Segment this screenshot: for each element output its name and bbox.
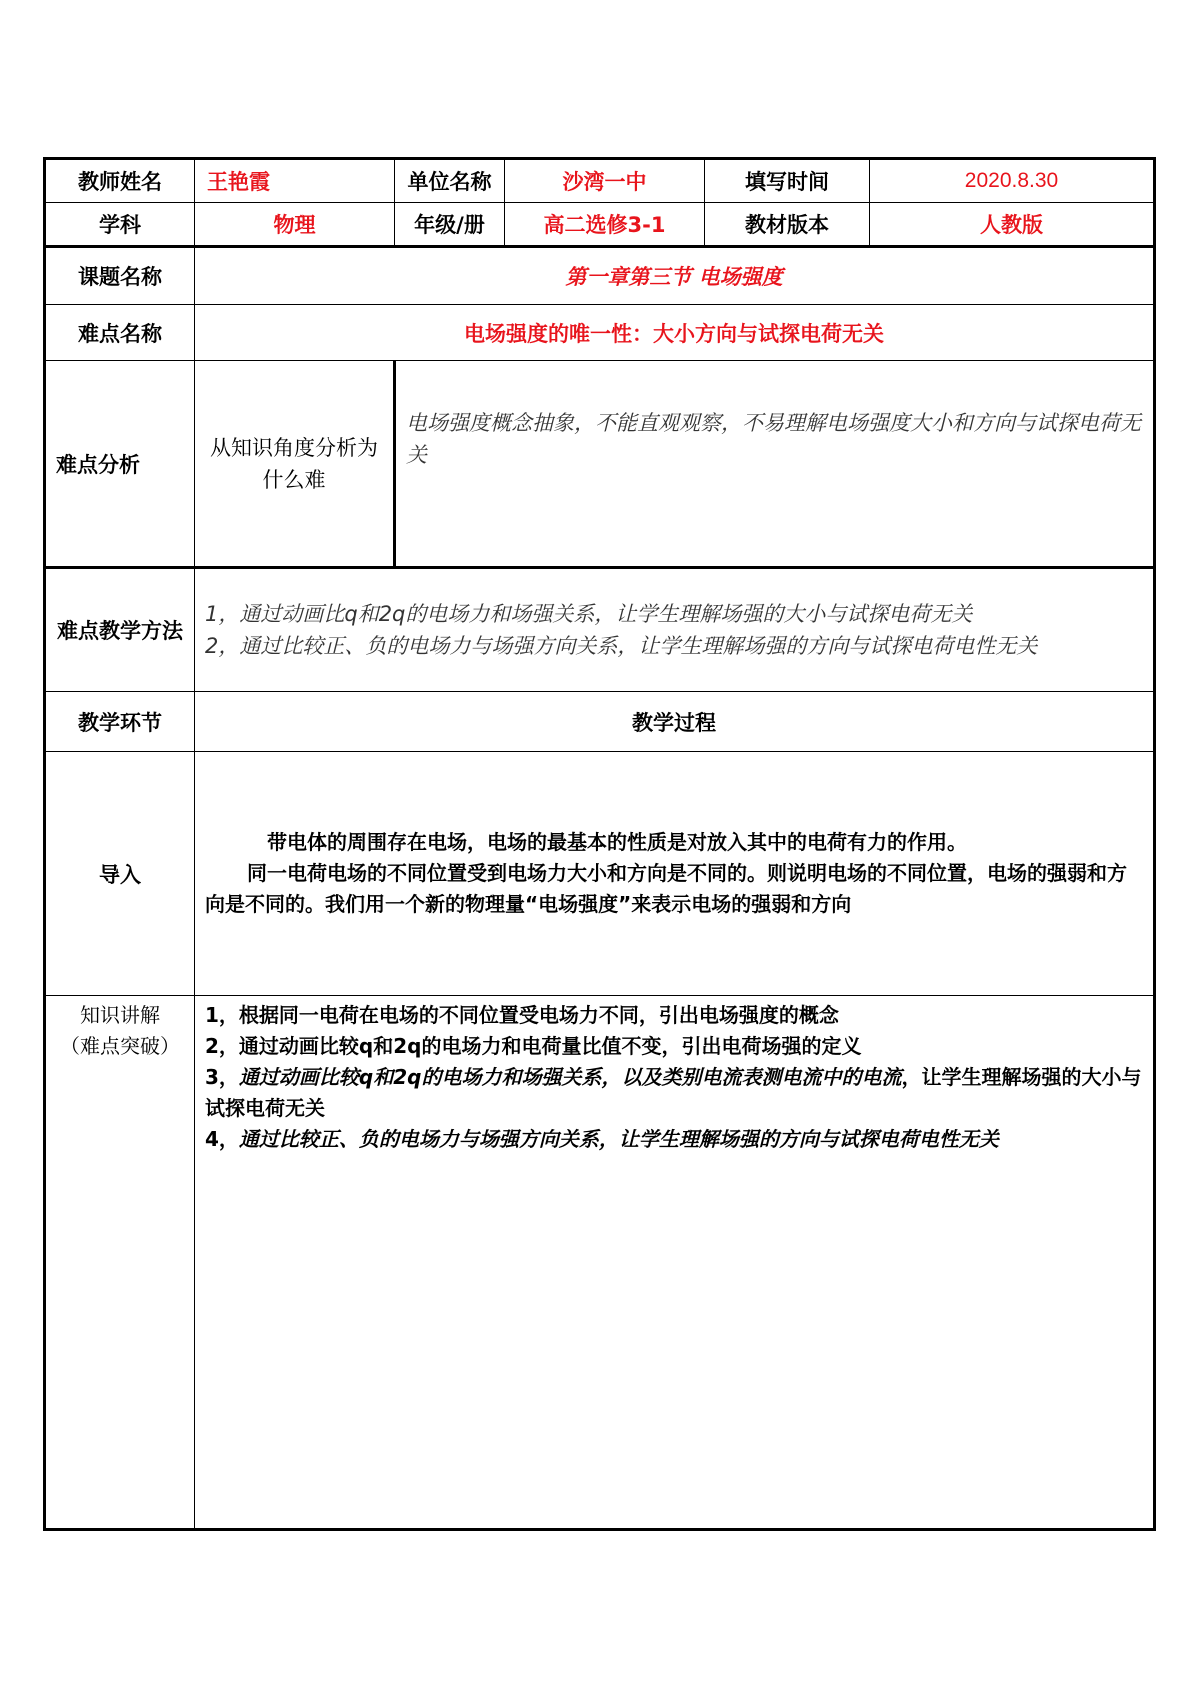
intro-label: 导入	[45, 752, 195, 996]
unit-label: 单位名称	[395, 159, 505, 203]
process-header-row	[45, 692, 1155, 752]
method-label: 难点教学方法	[45, 568, 195, 692]
textbook-value: 人教版	[870, 203, 1155, 247]
knowledge-item-3-prefix: 3，	[205, 1065, 239, 1089]
knowledge-item-4-italic: 通过比较正、负的电场力与场强方向关系，让学生理解场强的方向与试探电荷电性无关	[238, 1127, 999, 1151]
analysis-sub-label: 从知识角度分析为什么难	[195, 361, 395, 568]
lesson-plan-table	[43, 157, 1156, 1531]
knowledge-item-4	[205, 1124, 1143, 1155]
process-label: 教学过程	[195, 692, 1155, 752]
knowledge-item-4-prefix: 4，	[205, 1127, 239, 1151]
method-cell	[195, 568, 1155, 692]
topic-label: 课题名称	[45, 247, 195, 305]
teacher-value: 王艳霞	[195, 159, 395, 203]
knowledge-label-cell	[45, 996, 195, 1530]
knowledge-item-2: 2，通过动画比较q和2q的电场力和电荷量比值不变，引出电荷场强的定义	[205, 1034, 862, 1058]
difficulty-value: 电场强度的唯一性：大小方向与试探电荷无关	[195, 305, 1155, 361]
analysis-text: 电场强度概念抽象，不能直观观察，不易理解电场强度大小和方向与试探电荷无关	[406, 410, 1141, 467]
knowledge-item-3	[205, 1062, 1143, 1124]
knowledge-label-line-2: （难点突破）	[60, 1034, 180, 1058]
difficulty-row	[45, 305, 1155, 361]
textbook-label: 教材版本	[705, 203, 870, 247]
method-row	[45, 568, 1155, 692]
subject-value: 物理	[195, 203, 395, 247]
knowledge-item-1: 1，根据同一电荷在电场的不同位置受电场力不同，引出电场强度的概念	[205, 1003, 839, 1027]
lesson-plan-sheet	[43, 157, 1153, 1531]
difficulty-label: 难点名称	[45, 305, 195, 361]
method-item-1: 1，通过动画比q和2q的电场力和场强关系，让学生理解场强的大小与试探电荷无关	[205, 602, 973, 626]
intro-row	[45, 752, 1155, 996]
subject-label: 学科	[45, 203, 195, 247]
date-label: 填写时间	[705, 159, 870, 203]
topic-value: 第一章第三节 电场强度	[195, 247, 1155, 305]
knowledge-item-3-italic: 通过动画比较q和2q的电场力和场强关系，以及类别电流表测电流中的电流	[238, 1065, 902, 1089]
analysis-label: 难点分析	[45, 361, 195, 568]
intro-cell	[195, 752, 1155, 996]
grade-value: 高二选修3-1	[505, 203, 705, 247]
unit-value: 沙湾一中	[505, 159, 705, 203]
date-value: 2020.8.30	[870, 159, 1155, 203]
header-row-1	[45, 159, 1155, 203]
knowledge-cell	[195, 996, 1155, 1530]
intro-paragraph-2: 同一电荷电场的不同位置受到电场力大小和方向是不同的。则说明电场的不同位置，电场的强弱和方向是不同的。我们用一个新的物理量“电场强度”来表示电场的强弱和方向	[205, 861, 1127, 916]
analysis-text-cell	[395, 361, 1155, 568]
topic-row	[45, 247, 1155, 305]
knowledge-row	[45, 996, 1155, 1530]
teacher-label: 教师姓名	[45, 159, 195, 203]
knowledge-label-line-1: 知识讲解	[80, 1003, 160, 1027]
stage-label: 教学环节	[45, 692, 195, 752]
header-row-2	[45, 203, 1155, 247]
analysis-row	[45, 361, 1155, 568]
grade-label: 年级/册	[395, 203, 505, 247]
knowledge-item-3-rest: ，让学生理解场强的大小与试探电荷无关	[205, 1065, 1142, 1120]
method-item-2: 2，通过比较正、负的电场力与场强方向关系，让学生理解场强的方向与试探电荷电性无关	[205, 634, 1038, 658]
intro-paragraph-1: 带电体的周围存在电场，电场的最基本的性质是对放入其中的电荷有力的作用。	[267, 830, 967, 854]
